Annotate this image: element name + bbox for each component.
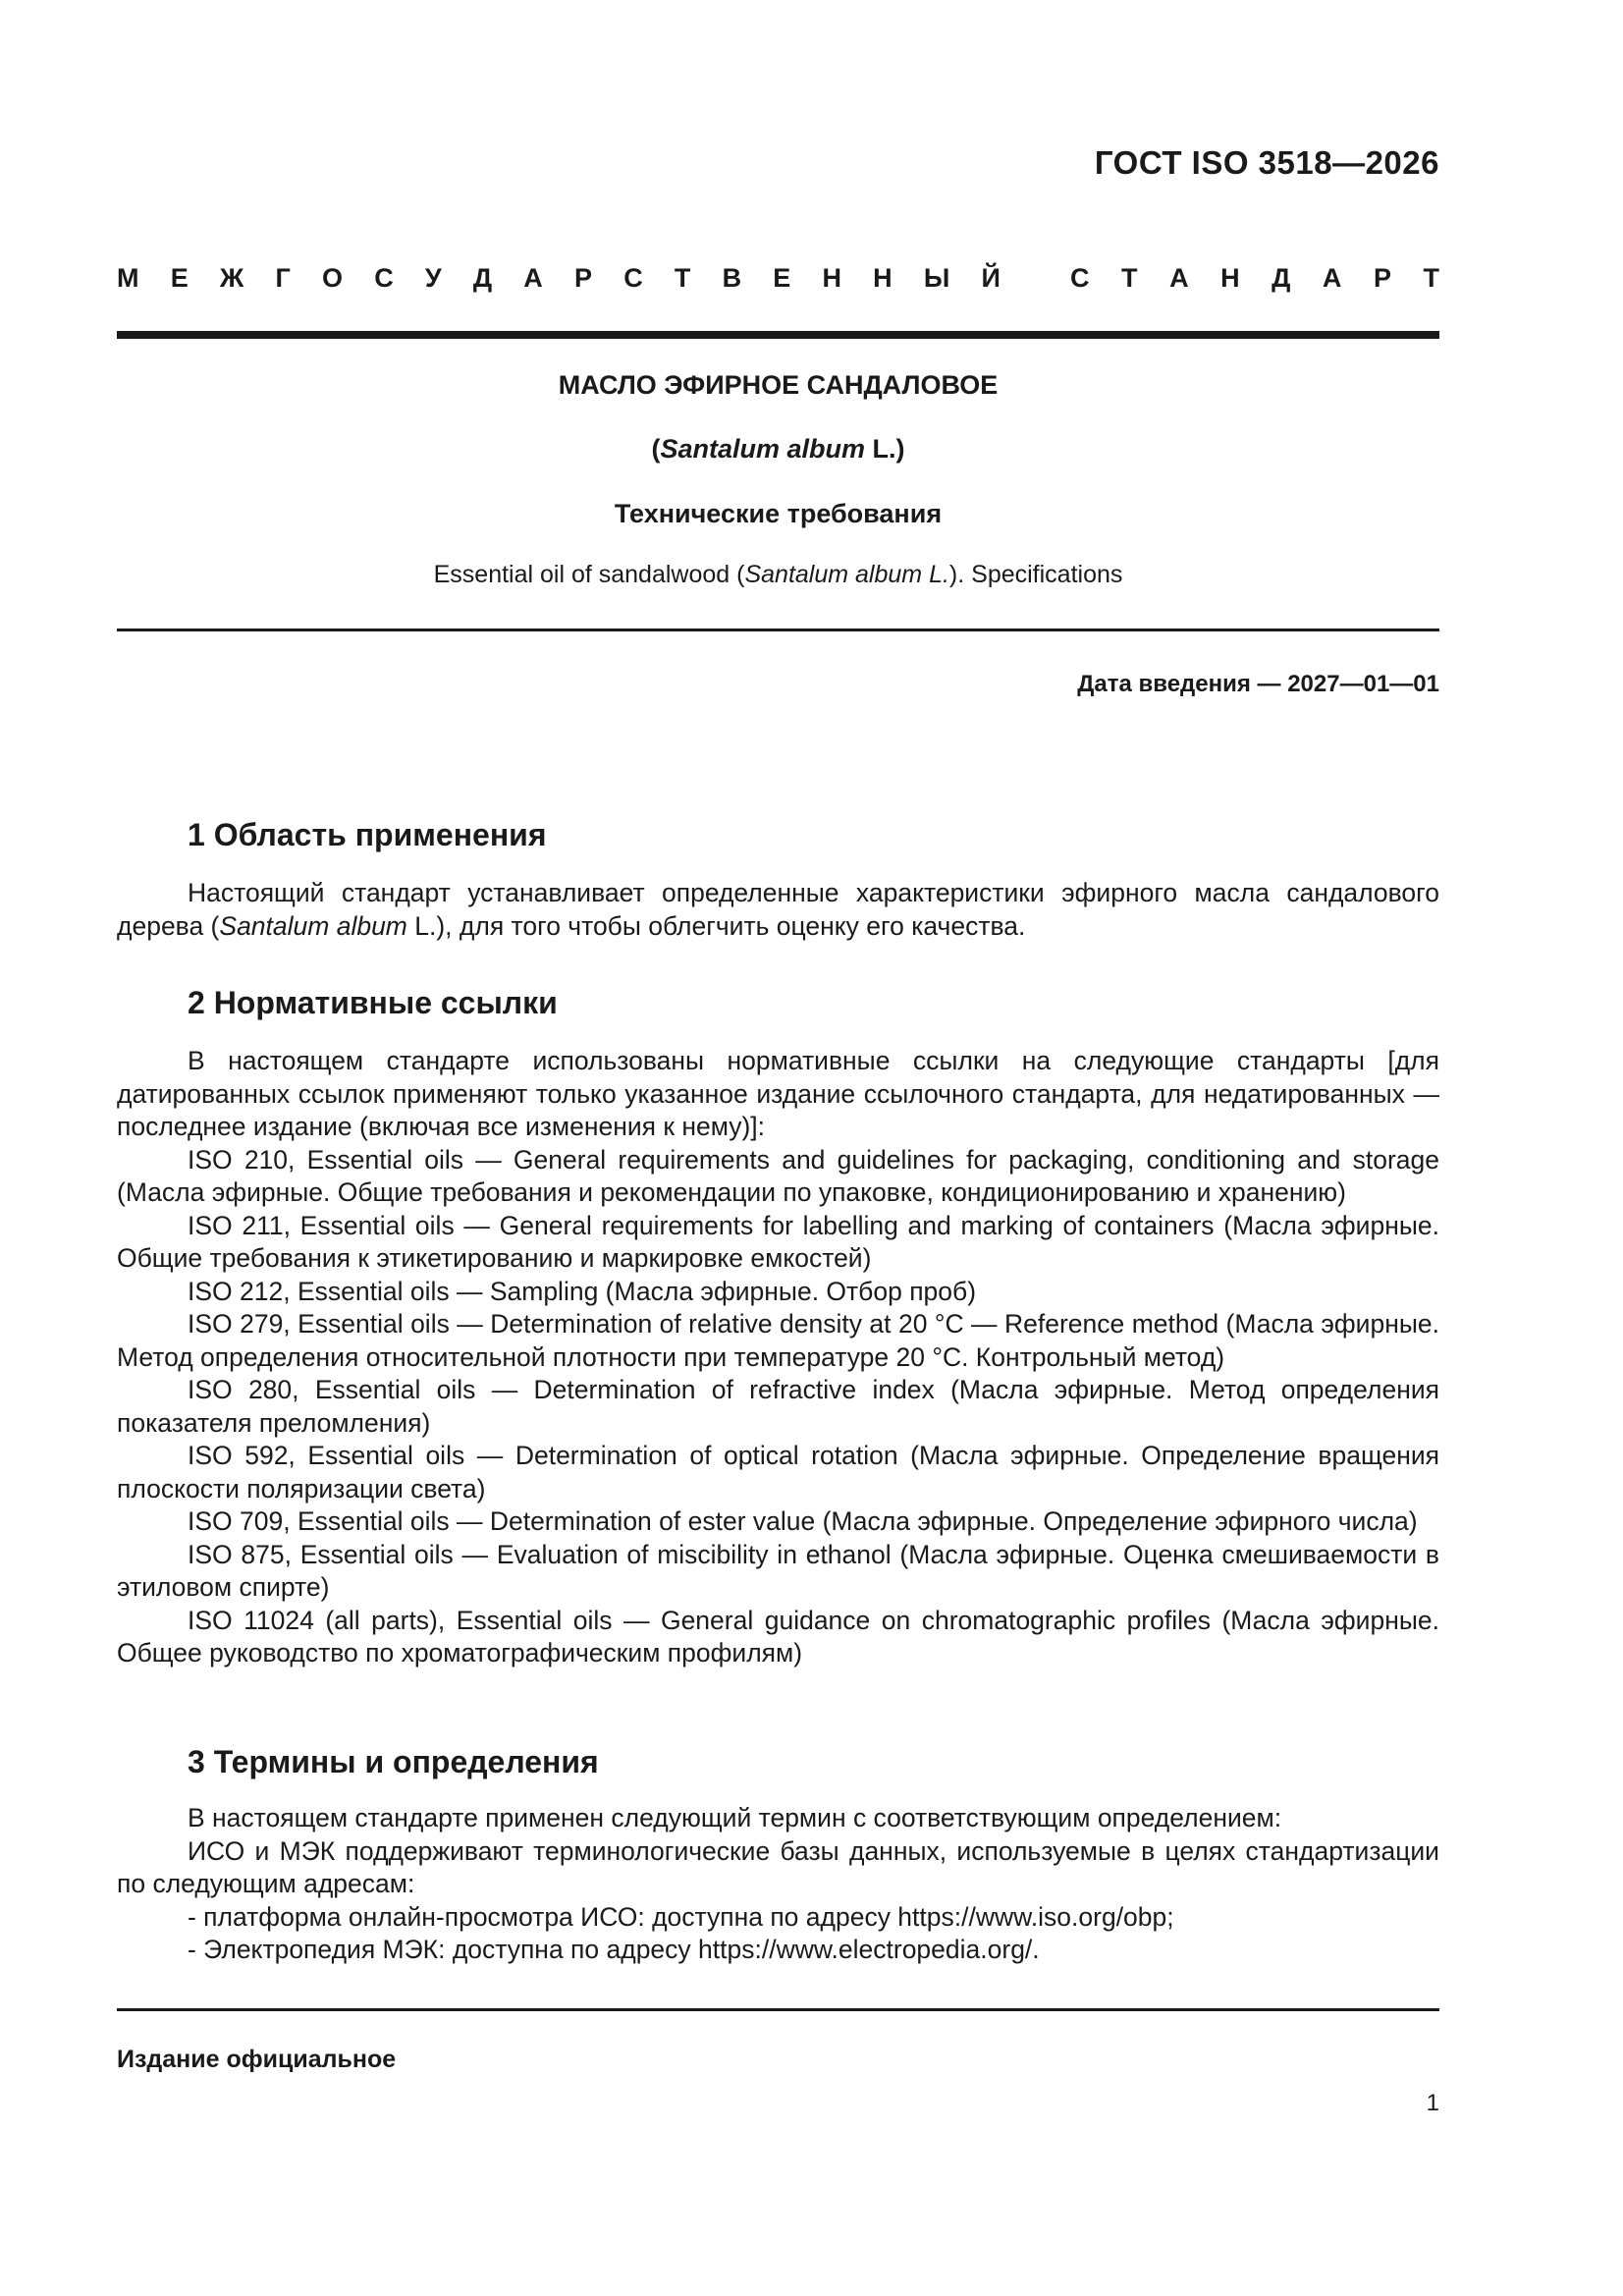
page-number: 1 — [1426, 2090, 1439, 2116]
reference-item: ISO 212, Essential oils — Sampling (Масла эфирные. Отбор проб) — [188, 1276, 977, 1306]
document-subtitle: Технические требования — [614, 499, 943, 528]
banner-right: С Т А Н Д А Р Т — [1070, 263, 1439, 293]
reference-item: ISO 279, Essential oils — Determination of relative density at 20 °C — Reference method (Масла эфирные. Метод определения относительной плотности при температуре 20 °C. Контрольный метод) — [117, 1309, 1439, 1372]
section-1-paragraph: Настоящий стандарт устанавливает определенные характеристики эфирного масла сандалового дерева (Santalum album L.), для того чтобы облегчить оценку его качества. — [117, 878, 1439, 941]
section-2-intro: В настоящем стандарте использованы нормативные ссылки на следующие стандарты [для датированных ссылок применяют только указанное издание ссылочного стандарта, для недатированных — последнее издание (включая все изменения к нему)]: — [117, 1046, 1439, 1141]
reference-item: ISO 592, Essential oils — Determination of optical rotation (Масла эфирные. Определение вращения плоскости поляризации света) — [117, 1441, 1439, 1503]
section-3-heading: 3 Термины и определения — [188, 1744, 599, 1779]
document-title: МАСЛО ЭФИРНОЕ САНДАЛОВОЕ — [558, 370, 999, 400]
reference-item: ISO 211, Essential oils — General requirements for labelling and marking of containers (Масла эфирные. Общие требования к этикетированию и маркировке емкостей) — [117, 1210, 1439, 1273]
section-1-heading: 1 Область применения — [188, 817, 547, 852]
standard-banner — [117, 263, 1439, 294]
latin-name: (Santalum album L.) — [651, 434, 905, 464]
banner-left: М Е Ж Г О С У Д А Р С Т В Е Н Н Ы Й — [117, 263, 1001, 293]
footer-rule — [117, 2008, 1439, 2011]
section-3-paragraph: В настоящем стандарте применен следующий термин с соответствующим определением: — [188, 1803, 1282, 1832]
list-item: - платформа онлайн-просмотра ИСО: доступна по адресу https://www.iso.org/obp; — [188, 1901, 1174, 1932]
reference-item: ISO 280, Essential oils — Determination of refractive index (Масла эфирные. Метод определения показателя преломления) — [117, 1375, 1439, 1438]
section-2-heading: 2 Нормативные ссылки — [188, 985, 558, 1020]
english-title: Essential oil of sandalwood (Santalum album L.). Specifications — [433, 561, 1123, 588]
edition-label: Издание официальное — [117, 2046, 397, 2073]
section-3-body — [117, 1802, 1439, 1967]
document-number: ГОСТ ISO 3518—2026 — [1094, 144, 1439, 181]
list-item: - Электропедия МЭК: доступна по адресу https://www.electropedia.org/. — [188, 1935, 1040, 1964]
reference-item: ISO 709, Essential oils — Determination of ester value (Масла эфирные. Определение эфирного числа) — [188, 1506, 1418, 1536]
introduction-date: Дата введения — 2027—01—01 — [1077, 671, 1439, 697]
section-1-body — [117, 877, 1439, 943]
title-rule — [117, 629, 1439, 631]
reference-item: ISO 11024 (all parts), Essential oils — General guidance on chromatographic profiles (Масла эфирные. Общее руководство по хроматографическим профилям) — [117, 1605, 1439, 1667]
header-rule — [117, 331, 1439, 339]
reference-item: ISO 875, Essential oils — Evaluation of miscibility in ethanol (Масла эфирные. Оценка смешиваемости в этиловом спирте) — [117, 1539, 1439, 1602]
section-3-paragraph: ИСО и МЭК поддерживают терминологические базы данных, используемые в целях стандартизации по следующим адресам: — [117, 1835, 1439, 1898]
reference-item: ISO 210, Essential oils — General requirements and guidelines for packaging, conditioning and storage (Масла эфирные. Общие требования и рекомендации по упаковке, кондиционированию и хранению) — [117, 1144, 1439, 1207]
section-2-body — [117, 1045, 1439, 1670]
